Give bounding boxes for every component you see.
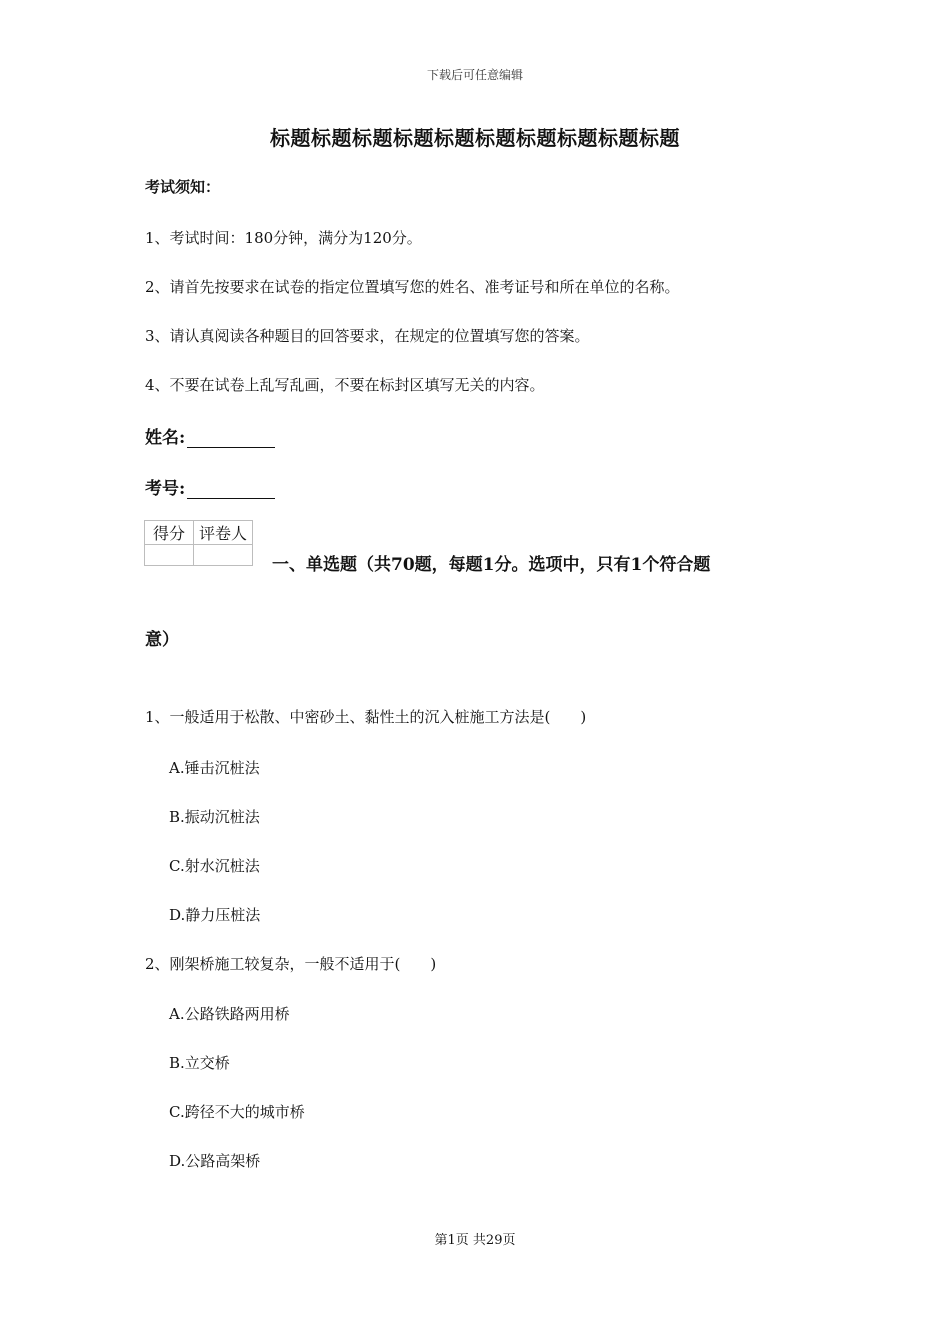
score-box — [144, 520, 253, 566]
notice-item-2: 2、请首先按要求在试卷的指定位置填写您的姓名、准考证号和所在单位的名称。 — [145, 278, 680, 296]
grader-cell[interactable] — [194, 545, 253, 566]
page-number: 第1页 共29页 — [434, 1233, 516, 1248]
document-title: 标题标题标题标题标题标题标题标题标题标题 — [270, 126, 680, 150]
id-blank[interactable] — [187, 480, 275, 499]
question-2-option-a: A.公路铁路两用桥 — [169, 1005, 290, 1023]
notice-item-4: 4、不要在试卷上乱写乱画，不要在标封区填写无关的内容。 — [145, 376, 545, 394]
name-blank[interactable] — [187, 429, 275, 448]
question-1-stem: 1、一般适用于松散、中密砂土、黏性土的沉入桩施工方法是( ) — [145, 708, 587, 726]
question-1-option-c: C.射水沉桩法 — [169, 857, 260, 875]
question-1-option-d: D.静力压桩法 — [169, 906, 261, 924]
notice-item-1: 1、考试时间：180分钟，满分为120分。 — [145, 229, 422, 247]
name-label: 姓名: — [145, 428, 186, 448]
grader-header: 评卷人 — [194, 521, 253, 545]
question-2-option-d: D.公路高架桥 — [169, 1152, 261, 1170]
question-1-option-a: A.锤击沉桩法 — [169, 759, 260, 777]
question-2-option-c: C.跨径不大的城市桥 — [169, 1103, 305, 1121]
id-label: 考号: — [145, 479, 186, 499]
score-cell[interactable] — [145, 545, 194, 566]
question-2-stem: 2、刚架桥施工较复杂，一般不适用于( ) — [145, 955, 437, 973]
name-field — [145, 423, 275, 448]
notice-heading: 考试须知： — [145, 178, 221, 196]
question-1-option-b: B.振动沉桩法 — [169, 808, 260, 826]
page-header-note: 下载后可任意编辑 — [426, 68, 523, 82]
score-header: 得分 — [145, 521, 194, 545]
notice-item-3: 3、请认真阅读各种题目的回答要求，在规定的位置填写您的答案。 — [145, 327, 590, 345]
section-title-continued: 意） — [145, 630, 179, 650]
question-2-option-b: B.立交桥 — [169, 1054, 230, 1072]
id-field — [145, 474, 275, 499]
section-title: 一、单选题（共70题，每题1分。选项中，只有1个符合题 — [272, 555, 711, 575]
